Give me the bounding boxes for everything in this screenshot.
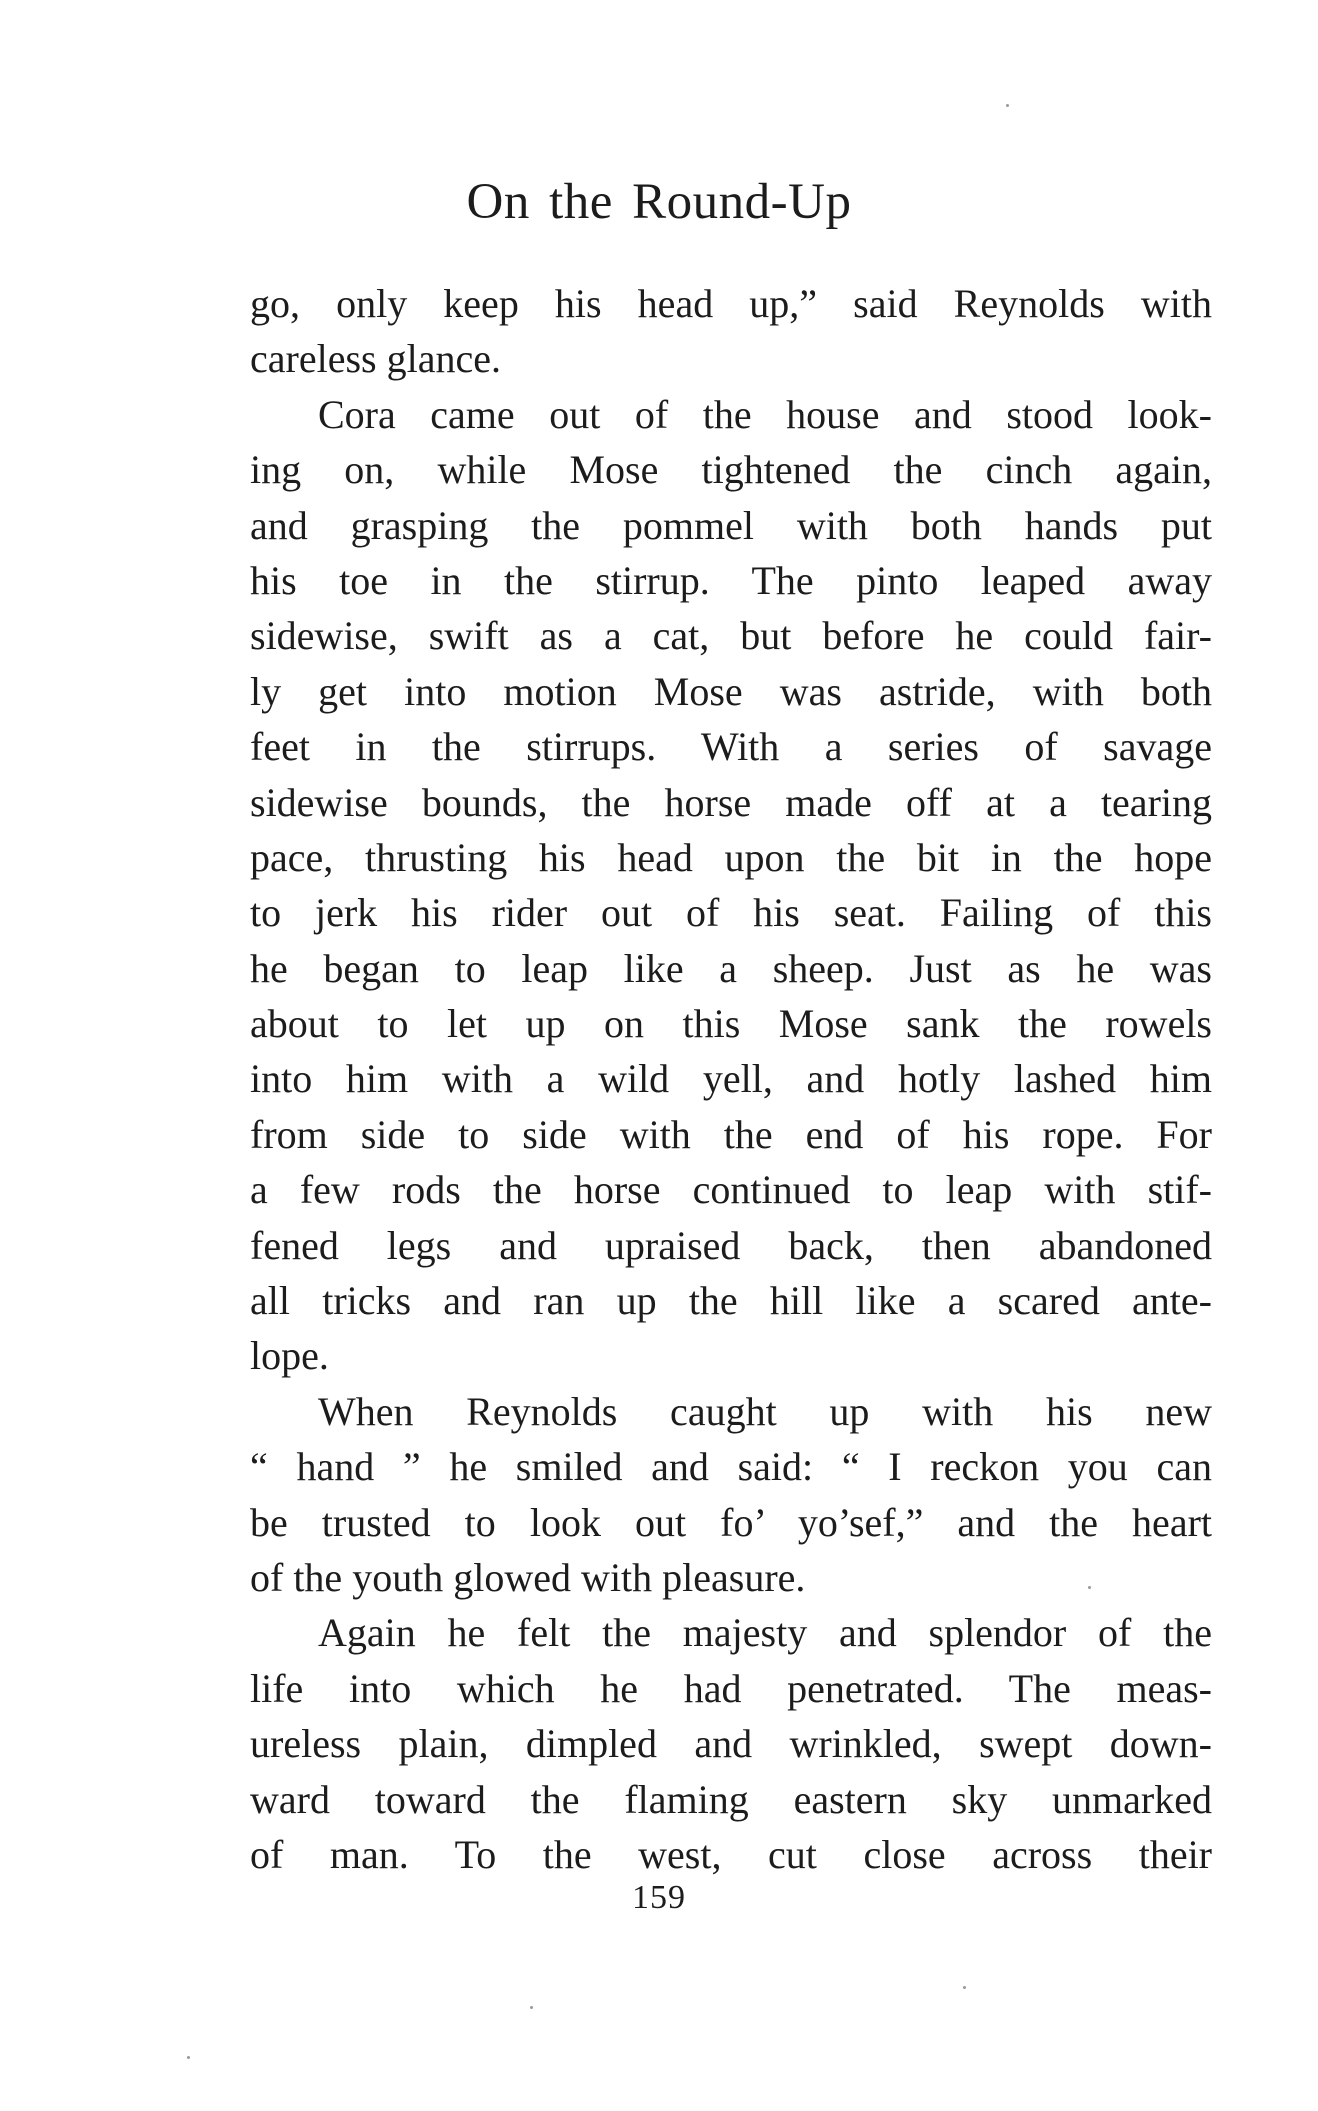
page-number: 159	[632, 1879, 686, 1916]
text-line: and grasping the pommel with both hands put	[250, 502, 1212, 548]
text-line: of man. To the west, cut close across their	[250, 1831, 1212, 1877]
text-line: pace, thrusting his head upon the bit in the hope	[250, 834, 1212, 880]
text-line: about to let up on this Mose sank the rowels	[250, 1001, 1212, 1047]
paper-speck	[530, 2006, 533, 2009]
text-line: be trusted to look out fo’ yo’sef,” and the heart	[250, 1499, 1212, 1545]
text-line: sidewise, swift as a cat, but before he could fair-	[250, 613, 1212, 659]
paper-speck	[187, 2056, 190, 2059]
text-line: life into which he had penetrated. The meas-	[250, 1665, 1212, 1711]
paper-speck	[1088, 1586, 1091, 1589]
text-line: his toe in the stirrup. The pinto leaped away	[250, 557, 1212, 603]
text-line: go, only keep his head up,” said Reynolds with	[250, 281, 1212, 326]
text-line: from side to side with the end of his rope. For	[250, 1111, 1212, 1157]
running-head: On the Round-Up	[466, 174, 852, 230]
text-line: careless glance.	[250, 336, 501, 382]
paper-speck	[963, 1986, 966, 1989]
text-line: lope.	[250, 1333, 329, 1379]
text-line: Again he felt the majesty and splendor of the	[318, 1610, 1212, 1656]
text-line: sidewise bounds, the horse made off at a tearing	[250, 779, 1212, 825]
text-line: ward toward the flaming eastern sky unmarked	[250, 1776, 1212, 1822]
paper-speck	[1006, 104, 1009, 107]
text-line: into him with a wild yell, and hotly lashed him	[250, 1056, 1212, 1102]
text-line: ureless plain, dimpled and wrinkled, swept down-	[250, 1721, 1212, 1767]
text-line: all tricks and ran up the hill like a scared ante-	[250, 1278, 1212, 1324]
text-line: a few rods the horse continued to leap with stif-	[250, 1167, 1212, 1213]
text-line: of the youth glowed with pleasure.	[250, 1554, 806, 1600]
text-line: he began to leap like a sheep. Just as he was	[250, 945, 1212, 991]
text-line: ing on, while Mose tightened the cinch again,	[250, 447, 1212, 493]
text-line: to jerk his rider out of his seat. Failing of this	[250, 890, 1212, 936]
text-line: fened legs and upraised back, then abandoned	[250, 1222, 1212, 1268]
body-text	[250, 276, 1212, 1882]
text-line: feet in the stirrups. With a series of savage	[250, 724, 1212, 770]
text-line: When Reynolds caught up with his new	[318, 1388, 1212, 1434]
text-line: Cora came out of the house and stood look-	[318, 391, 1212, 437]
text-line: ly get into motion Mose was astride, with both	[250, 668, 1212, 714]
text-line: “ hand ” he smiled and said: “ I reckon you can	[250, 1444, 1212, 1490]
